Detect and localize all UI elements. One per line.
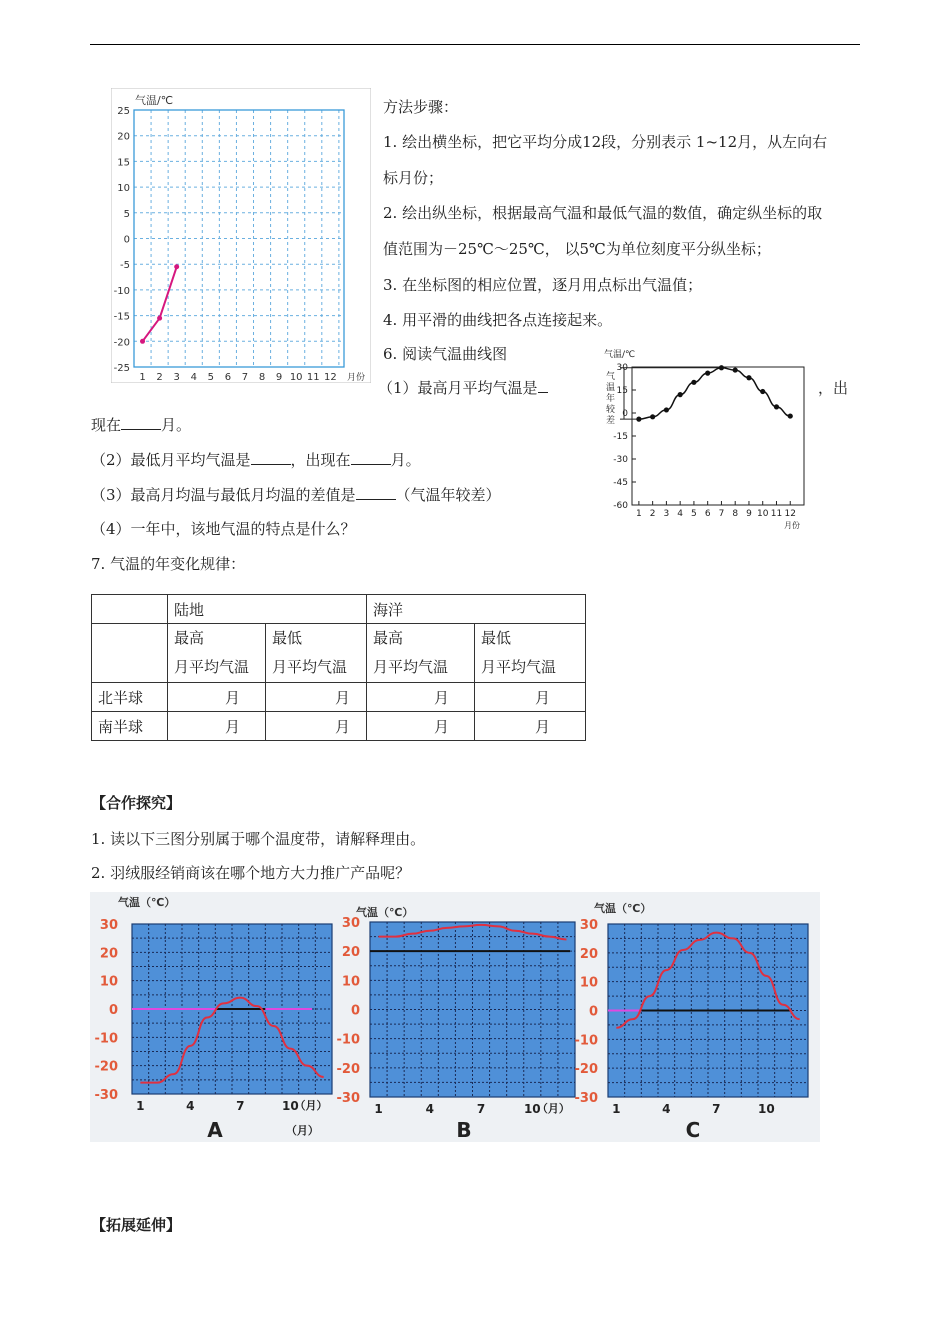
table-cell[interactable]: 月 bbox=[168, 712, 266, 741]
table-row-label: 北半球 bbox=[92, 683, 168, 712]
y-tick-label: -25 bbox=[113, 363, 130, 374]
data-point bbox=[174, 264, 179, 269]
y-tick-label: 0 bbox=[622, 409, 628, 419]
q6-q2-line bbox=[91, 449, 421, 470]
method-line-6: 4. 用平滑的曲线把各点连接起来。 bbox=[383, 311, 613, 329]
table-corner-cell bbox=[92, 595, 168, 624]
plot-frame bbox=[632, 367, 804, 505]
q6-q3-tail: （气温年较差） bbox=[395, 486, 501, 504]
y-tick-label: 30 bbox=[579, 918, 598, 933]
data-point bbox=[664, 407, 669, 412]
y-tick-label: -10 bbox=[574, 1033, 598, 1049]
coop-q1: 1. 读以下三图分别属于哪个温度带，请解释理由。 bbox=[91, 830, 426, 848]
y-tick-label: 0 bbox=[350, 1003, 360, 1019]
data-point bbox=[157, 316, 162, 321]
y-tick-label: 0 bbox=[588, 1004, 598, 1020]
coop-heading: 【合作探究】 bbox=[91, 794, 182, 812]
y-tick-label: -30 bbox=[94, 1088, 118, 1103]
x-axis-label: 月份 bbox=[347, 373, 366, 383]
y-tick-label: -15 bbox=[113, 311, 130, 323]
x-tick-label: 11 bbox=[770, 509, 783, 519]
x-tick-label: 10 bbox=[756, 509, 769, 519]
method-line-1: 1. 绘出横坐标，把它平均分成12段，分别表示 1~12月，从左向右 bbox=[383, 133, 828, 151]
y-tick-label: -60 bbox=[613, 501, 628, 511]
table-row bbox=[92, 712, 586, 741]
x-axis-label: 月份 bbox=[784, 521, 800, 530]
y-tick-label: 30 bbox=[99, 918, 118, 933]
q6-q2-tail: 月。 bbox=[390, 451, 421, 469]
annotation-char: 差 bbox=[606, 416, 616, 426]
chart-letter-label: C bbox=[685, 1118, 701, 1142]
method-line-5: 3. 在坐标图的相应位置，逐月用点标出气温值； bbox=[383, 276, 703, 294]
chart-letter-label: B bbox=[456, 1118, 472, 1142]
header-rule bbox=[90, 44, 860, 45]
table-header-land: 陆地 bbox=[168, 595, 367, 624]
annotation-char: 较 bbox=[606, 405, 616, 415]
x-tick-label: 7 bbox=[236, 1099, 245, 1113]
q6-q2-blank2[interactable] bbox=[351, 450, 391, 465]
y-tick-label: -45 bbox=[613, 478, 628, 488]
x-tick-label: 1 bbox=[139, 372, 146, 383]
q7-title: 7. 气温的年变化规律： bbox=[91, 555, 246, 573]
y-tick-label: -10 bbox=[336, 1032, 360, 1048]
chart-letter-label: A bbox=[207, 1118, 223, 1142]
data-point bbox=[760, 389, 765, 394]
x-tick-label: 8 bbox=[732, 509, 739, 519]
x-tick-label: 1 bbox=[636, 509, 642, 519]
table-cell[interactable]: 月 bbox=[168, 683, 266, 712]
data-point bbox=[140, 339, 145, 344]
x-tick-label: 11 bbox=[306, 372, 320, 383]
y-axis-label: 气温（℃） bbox=[594, 902, 652, 915]
table-cell[interactable]: 月 bbox=[475, 712, 586, 741]
y-tick-label: 10 bbox=[99, 974, 118, 990]
annotation-char: 温 bbox=[606, 383, 616, 393]
x-tick-label: 4 bbox=[190, 372, 197, 383]
method-line-3: 2. 绘出纵坐标，根据最高气温和最低气温的数值，确定纵坐标的取 bbox=[383, 204, 823, 222]
table-cell[interactable]: 月 bbox=[266, 712, 367, 741]
method-line-2: 标月份； bbox=[383, 169, 444, 187]
y-tick-label: 20 bbox=[117, 131, 130, 143]
q6-q1-tail: ，出 bbox=[818, 379, 849, 397]
x-tick-label: 8 bbox=[258, 372, 266, 383]
annotation-char: 气 bbox=[606, 372, 616, 382]
y-tick-label: 0 bbox=[123, 234, 130, 246]
y-tick-label: -10 bbox=[113, 285, 130, 297]
table-row bbox=[92, 683, 586, 712]
x-tick-label: 1 bbox=[612, 1102, 621, 1116]
table-cell[interactable]: 月 bbox=[475, 683, 586, 712]
x-tick-label: 3 bbox=[663, 509, 670, 519]
y-tick-label: -30 bbox=[336, 1091, 360, 1106]
x-tick-label: 12 bbox=[323, 372, 337, 383]
method-line-4: 值范围为－25℃～25℃， 以5℃为单位刻度平分纵坐标； bbox=[383, 240, 771, 258]
y-tick-label: 15 bbox=[117, 157, 130, 169]
table-cell[interactable]: 月 bbox=[266, 683, 367, 712]
coop-q2: 2. 羽绒服经销商该在哪个地方大力推广产品呢？ bbox=[91, 864, 411, 882]
y-tick-label: -20 bbox=[574, 1062, 598, 1078]
y-tick-label: -20 bbox=[113, 337, 130, 349]
extend-heading: 【拓展延伸】 bbox=[91, 1216, 182, 1234]
y-tick-label: -20 bbox=[94, 1059, 118, 1075]
y-axis-label: 气温（℃） bbox=[118, 896, 176, 909]
x-tick-label: 12 bbox=[784, 509, 796, 519]
x-tick-label: 10 bbox=[289, 372, 303, 383]
x-tick-label: 7 bbox=[712, 1102, 721, 1116]
q6-q3-line bbox=[91, 484, 501, 505]
plotting-grid-chart bbox=[111, 88, 371, 383]
data-point bbox=[733, 367, 738, 372]
q6-q1b-blank[interactable] bbox=[121, 415, 161, 430]
q6-q3-text: （3）最高月均温与最低月均温的差值是 bbox=[91, 486, 356, 504]
x-axis-label-2: （月） bbox=[285, 1124, 319, 1137]
x-tick-label: 10 bbox=[757, 1102, 775, 1116]
y-tick-label: 30 bbox=[616, 363, 628, 373]
y-tick-label: 5 bbox=[123, 208, 130, 220]
y-axis-label: 气温（℃） bbox=[356, 906, 414, 919]
y-tick-label: -5 bbox=[120, 260, 130, 272]
x-tick-label: 2 bbox=[649, 509, 656, 519]
method-heading: 方法步骤： bbox=[383, 98, 459, 116]
q6-q1b-tail: 月。 bbox=[161, 416, 192, 434]
y-tick-label: -30 bbox=[574, 1091, 598, 1106]
x-axis-label: （月） bbox=[294, 1099, 328, 1112]
q6-q2-mid: ，出现在 bbox=[290, 451, 351, 469]
x-tick-label: 2 bbox=[156, 372, 163, 383]
y-tick-label: -20 bbox=[336, 1061, 360, 1077]
data-point bbox=[636, 417, 641, 422]
data-point bbox=[650, 414, 655, 419]
x-tick-label: 9 bbox=[746, 509, 752, 519]
y-tick-label: -10 bbox=[94, 1031, 118, 1047]
table-cell[interactable]: 月 bbox=[367, 712, 475, 741]
table-header-ocean: 海洋 bbox=[367, 595, 586, 624]
data-point bbox=[774, 404, 779, 409]
data-point bbox=[746, 375, 751, 380]
x-axis-label: （月） bbox=[536, 1102, 570, 1115]
q6-q1-text: （1）最高月平均气温是 bbox=[378, 379, 538, 397]
x-tick-label: 1 bbox=[374, 1102, 383, 1116]
y-tick-label: 0 bbox=[108, 1003, 118, 1018]
y-tick-label: -30 bbox=[613, 455, 628, 465]
table-land-max-header: 最高 月平均气温 bbox=[168, 624, 266, 683]
data-point bbox=[788, 413, 793, 418]
y-tick-label: -15 bbox=[613, 432, 628, 442]
data-point bbox=[705, 371, 710, 376]
data-point bbox=[678, 392, 683, 397]
x-tick-label: 7 bbox=[241, 372, 249, 383]
y-tick-label: 30 bbox=[341, 916, 360, 931]
q6-q1-line bbox=[378, 377, 548, 398]
climate-charts-panel bbox=[90, 892, 820, 1142]
x-tick-label: 4 bbox=[186, 1099, 195, 1113]
data-point bbox=[719, 365, 724, 370]
q6-q1-blank[interactable] bbox=[538, 378, 548, 393]
q6-q2-text: （2）最低月平均气温是 bbox=[91, 451, 251, 469]
x-tick-label: 4 bbox=[425, 1102, 434, 1116]
y-tick-label: 10 bbox=[579, 975, 598, 991]
y-tick-label: 15 bbox=[616, 386, 628, 396]
x-tick-label: 4 bbox=[677, 509, 684, 519]
y-tick-label: 10 bbox=[341, 974, 360, 990]
q6-q3-blank[interactable] bbox=[356, 485, 396, 500]
x-tick-label: 7 bbox=[718, 509, 725, 519]
x-tick-label: 6 bbox=[704, 509, 711, 519]
x-tick-label: 9 bbox=[275, 372, 283, 383]
x-tick-label: 1 bbox=[136, 1099, 145, 1113]
temperature-pattern-table bbox=[91, 594, 586, 741]
q6-q1b-line bbox=[91, 414, 191, 435]
y-axis-label: 气温/℃ bbox=[135, 94, 174, 107]
table-row-label: 南半球 bbox=[92, 712, 168, 741]
x-tick-label: 10 bbox=[281, 1099, 299, 1113]
x-tick-label: 7 bbox=[476, 1102, 486, 1116]
data-point bbox=[691, 380, 696, 385]
y-axis-label: 气温/℃ bbox=[604, 350, 636, 360]
table-land-min-header: 最低 月平均气温 bbox=[266, 624, 367, 683]
q6-q4: （4）一年中，该地气温的特点是什么？ bbox=[91, 520, 356, 538]
temperature-curve-chart bbox=[596, 345, 810, 530]
y-tick-label: 10 bbox=[117, 183, 130, 195]
y-tick-label: 20 bbox=[341, 945, 360, 961]
x-tick-label: 4 bbox=[662, 1102, 671, 1116]
table-empty-cell bbox=[92, 624, 168, 683]
x-tick-label: 3 bbox=[173, 372, 180, 383]
y-tick-label: 20 bbox=[99, 946, 118, 962]
table-cell[interactable]: 月 bbox=[367, 683, 475, 712]
x-tick-label: 6 bbox=[224, 372, 232, 383]
x-tick-label: 10 bbox=[523, 1102, 541, 1116]
q6-q1b-text: 现在 bbox=[91, 416, 122, 434]
table-ocean-min-header: 最低 月平均气温 bbox=[475, 624, 586, 683]
y-tick-label: 25 bbox=[117, 106, 130, 117]
x-tick-label: 5 bbox=[691, 509, 697, 519]
q6-q2-blank1[interactable] bbox=[251, 450, 291, 465]
table-ocean-max-header: 最高 月平均气温 bbox=[367, 624, 475, 683]
annotation-char: 年 bbox=[606, 394, 616, 404]
y-tick-label: 20 bbox=[579, 946, 598, 962]
x-tick-label: 5 bbox=[207, 372, 215, 383]
q6-title: 6. 阅读气温曲线图 bbox=[383, 345, 508, 363]
